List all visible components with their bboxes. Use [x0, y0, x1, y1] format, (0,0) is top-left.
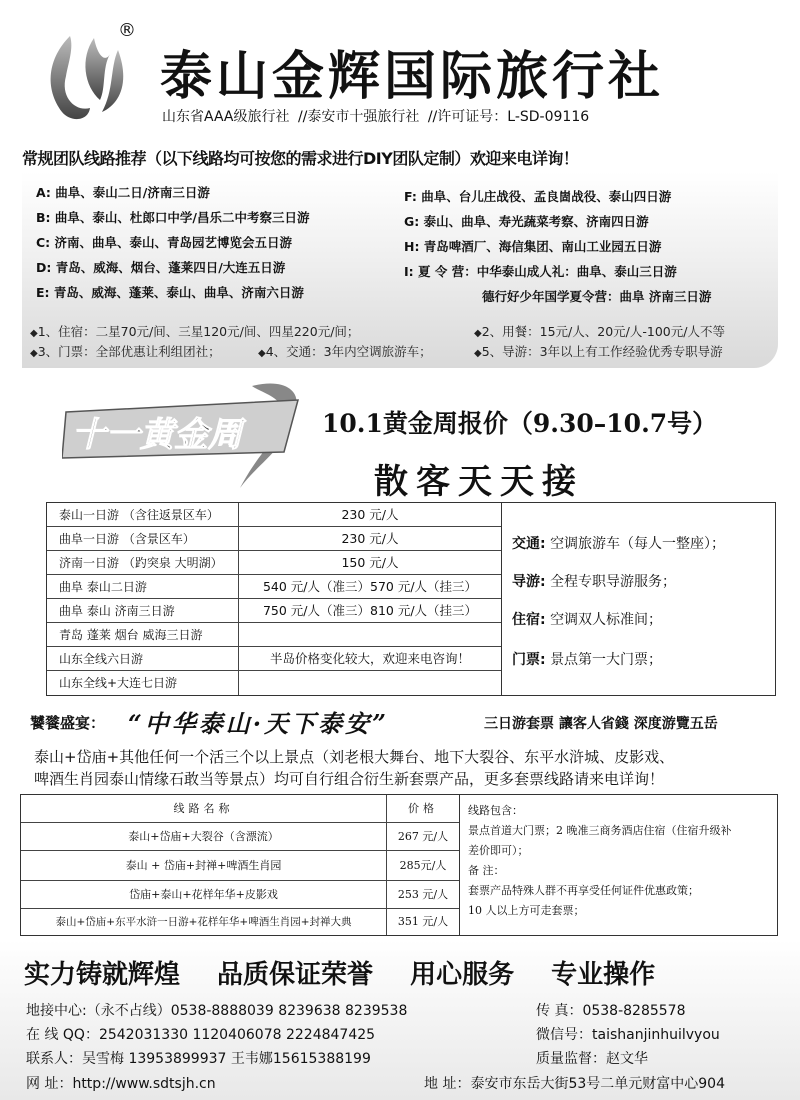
package-price: 285元/人	[399, 859, 447, 872]
tour-price: 230 元/人	[341, 507, 399, 522]
service-item: 住宿: 空调双人标准间；	[512, 612, 663, 628]
golden-week-title: 10.1黄金周报价（9.30–10.7号）	[322, 409, 718, 438]
includes-line: 套票产品特殊人群不再享受任何证件优惠政策；	[468, 884, 699, 897]
address-line: 地 址：泰安市东岳大街53号二单元财富中心904	[424, 1076, 725, 1092]
table-row	[47, 527, 501, 551]
service-item: 门票: 景点第一大门票；	[512, 652, 663, 668]
diamond-bullet-icon: ◆	[258, 348, 266, 359]
table-row	[21, 823, 459, 851]
contact-line: 联系人：吴雪梅 13953899937 王韦娜15615388199	[26, 1051, 371, 1067]
tour-name: 曲阜一日游 （含景区车）	[47, 527, 239, 551]
tour-price: 230 元/人	[341, 531, 399, 546]
note-item: ◆4、交通：3年内空调旅游车；	[258, 344, 432, 359]
package-name: 岱庙+泰山+花样年华+皮影戏	[21, 881, 387, 909]
package-name: 泰山+岱庙+大裂谷（含漂流）	[21, 823, 387, 851]
package-slogan: “中华泰山·天下泰安”	[128, 709, 389, 738]
tour-name: 山东全线六日游	[47, 647, 239, 671]
routes-heading: 常规团队线路推荐（以下线路均可按您的需求进行DIY团队定制）欢迎来电详询！	[22, 149, 579, 168]
route-item: F: 曲阜、台儿庄战役、孟良崮战役、泰山四日游	[404, 189, 672, 204]
website-link[interactable]: 网 址：http://www.sdtsjh.cn	[26, 1076, 216, 1092]
note-item: ◆5、导游：3年以上有工作经验优秀专职导游	[474, 344, 723, 359]
package-tagline: 三日游套票 讓客人省錢 深度游覽五岳	[484, 716, 718, 732]
package-description: 泰山+岱庙+其他任何一个活三个以上景点（刘老根大舞台、地下大裂谷、东平水浒城、皮影戏、	[34, 748, 675, 766]
route-item: C: 济南、曲阜、泰山、青岛园艺博览会五日游	[36, 235, 293, 250]
service-item: 导游: 全程专职导游服务；	[512, 574, 677, 590]
golden-week-logo-text: 十一黄金周	[72, 415, 242, 455]
tour-name: 曲阜 泰山 济南三日游	[47, 599, 239, 623]
note-item: ◆3、门票：全部优惠让利组团社；	[30, 344, 221, 359]
tour-price: 540 元/人（准三）570 元/人（挂三）	[262, 579, 478, 594]
tour-name: 济南一日游 （趵突泉 大明湖）	[47, 551, 239, 575]
package-price: 351 元/人	[397, 915, 449, 928]
tour-price: 150 元/人	[341, 555, 399, 570]
service-item: 交通: 空调旅游车（每人一整座）；	[512, 536, 726, 552]
package-name: 泰山 + 岱庙+封禅+啤酒生肖园	[21, 851, 387, 881]
routes-panel	[22, 172, 778, 368]
tour-name: 曲阜 泰山二日游	[47, 575, 239, 599]
contact-line: 传 真：0538-8285578	[536, 1003, 686, 1019]
package-price: 253 元/人	[397, 888, 449, 901]
note-item: ◆1、住宿：二星70元/间、三星120元/间、四星220元/间；	[30, 324, 360, 339]
contact-line: 质量监督：赵文华	[536, 1051, 648, 1067]
brand-name: 泰山金辉国际旅行社	[160, 46, 665, 107]
route-item: A: 曲阜、泰山二日/济南三日游	[36, 185, 210, 200]
package-price-table	[20, 794, 778, 936]
package-includes	[459, 795, 777, 935]
note-item: ◆2、用餐：15元/人、20元/人-100元/人不等	[474, 324, 725, 339]
diamond-bullet-icon: ◆	[474, 328, 482, 339]
package-label: 饕餮盛宴：	[30, 714, 106, 732]
service-info	[501, 503, 775, 695]
column-header-name: 线路名称	[21, 795, 387, 823]
includes-line: 差价即可）；	[468, 844, 529, 857]
tour-name: 青岛 蓬莱 烟台 威海三日游	[47, 623, 239, 647]
package-name: 泰山+岱庙+东平水浒一日游+花样年华+啤酒生肖园+封禅大典	[21, 909, 387, 935]
daily-departure-title: 散客天天接	[374, 462, 584, 502]
footer-slogan: 实力铸就辉煌 品质保证荣誉 用心服务 专业操作	[24, 960, 656, 990]
tour-price: 750 元/人（准三）810 元/人（挂三）	[262, 603, 478, 618]
tour-name: 山东全线+大连七日游	[47, 671, 239, 695]
package-price: 267 元/人	[397, 830, 449, 843]
table-row	[47, 599, 501, 623]
route-item: B: 曲阜、泰山、杜郎口中学/昌乐二中考察三日游	[36, 210, 310, 225]
diamond-bullet-icon: ◆	[30, 328, 38, 339]
route-item: H: 青岛啤酒厂、海信集团、南山工业园五日游	[404, 239, 662, 254]
contact-line: 地接中心:（永不占线）0538-8888039 8239638 8239538	[26, 1003, 408, 1019]
table-row	[21, 851, 459, 881]
column-header-price: 价格	[408, 802, 438, 815]
includes-line: 景点首道大门票；2 晚准三商务酒店住宿（住宿升级补	[468, 824, 732, 837]
table-row	[21, 909, 459, 935]
table-row	[47, 503, 501, 527]
company-logo-icon	[40, 28, 132, 124]
route-item: I: 夏 令 营：中华泰山成人礼：曲阜、泰山三日游	[404, 264, 677, 279]
diamond-bullet-icon: ◆	[30, 348, 38, 359]
table-row	[21, 881, 459, 909]
diamond-bullet-icon: ◆	[474, 348, 482, 359]
route-item: G: 泰山、曲阜、寿光蔬菜考察、济南四日游	[404, 214, 649, 229]
includes-line: 备 注：	[468, 864, 505, 877]
route-item: 德行好少年国学夏令营：曲阜 济南三日游	[482, 289, 712, 304]
agency-credentials: 山东省AAA级旅行社 //泰安市十强旅行社 //许可证号：L-SD-09116	[162, 109, 590, 125]
peninsula-price-note: 半岛价格变化较大，欢迎来电咨询！	[269, 651, 470, 666]
golden-week-logo-icon	[62, 378, 312, 498]
golden-week-price-table	[46, 502, 776, 696]
package-description: 啤酒生肖园泰山情缘石敢当等景点）均可自行组合衍生新套票产品，更多套票线路请来电详询！	[34, 770, 665, 788]
contact-line: 在 线 QQ：2542031330 1120406078 2224847425	[26, 1027, 376, 1043]
includes-line: 线路包含：	[468, 804, 523, 817]
table-row	[47, 575, 501, 599]
contact-line: 微信号：taishanjinhuilvyou	[536, 1027, 720, 1043]
includes-line: 10 人以上方可走套票；	[468, 904, 585, 917]
registered-mark: ®	[118, 20, 136, 41]
table-header-row	[21, 795, 459, 823]
table-row	[47, 551, 501, 575]
route-item: D: 青岛、威海、烟台、蓬莱四日/大连五日游	[36, 260, 286, 275]
route-item: E: 青岛、威海、蓬莱、泰山、曲阜、济南六日游	[36, 285, 304, 300]
tour-name: 泰山一日游 （含往返景区车）	[47, 503, 239, 527]
